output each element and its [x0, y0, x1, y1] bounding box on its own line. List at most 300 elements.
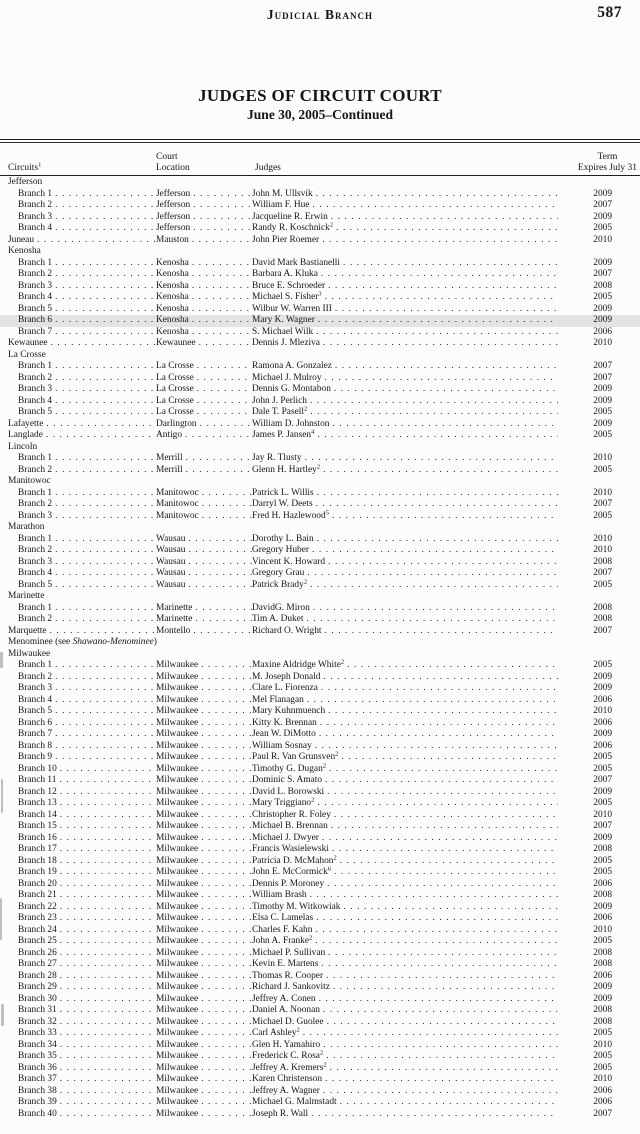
table-row — [0, 660, 640, 672]
term-cell: 2009 — [593, 832, 612, 843]
location-cell: Wausau ..... — [156, 534, 252, 546]
location-cell: Milwaukee ..... — [156, 752, 252, 764]
location-cell: Merrill ..... — [156, 465, 252, 477]
dot-leader — [327, 879, 558, 891]
term-cell: 2008 — [593, 602, 612, 613]
judge-cell: William Brash ..... — [252, 890, 560, 902]
table-row — [0, 591, 640, 603]
note-cell: Menominee (see Shawano-Menominee) — [8, 637, 157, 647]
table-row — [0, 476, 640, 488]
table-row — [0, 568, 640, 580]
scan-artifact — [1, 1004, 4, 1026]
table-row — [0, 200, 640, 212]
dot-leader — [201, 1040, 252, 1052]
location-cell: Kenosha ..... — [156, 258, 252, 270]
table-row — [0, 925, 640, 937]
judge-cell: Patricia D. McMahon$^2$ ..... — [252, 856, 560, 868]
location-cell: Wausau ..... — [156, 557, 252, 569]
dot-leader — [318, 315, 558, 327]
judge-cell: Michael B. Brennan ..... — [252, 821, 560, 833]
dot-leader — [310, 396, 558, 408]
circuit-cell: Branch 36 ..... — [8, 1063, 156, 1075]
dot-leader — [323, 1005, 558, 1017]
dot-leader — [323, 1040, 558, 1052]
dot-leader — [60, 879, 156, 891]
dot-leader — [60, 867, 156, 879]
judge-cell: Dale T. Pasell$^2$ ..... — [252, 407, 560, 419]
location-cell: La Crosse ..... — [156, 384, 252, 396]
circuit-cell: Marathon — [8, 522, 45, 532]
term-cell: 2006 — [593, 694, 612, 705]
location-cell: Milwaukee ..... — [156, 856, 252, 868]
term-cell: 2006 — [593, 878, 612, 889]
term-cell: 2010 — [593, 338, 612, 348]
location-cell: Milwaukee ..... — [156, 683, 252, 695]
circuit-cell: Lafayette ..... — [8, 419, 156, 431]
location-cell: Milwaukee ..... — [156, 1097, 252, 1109]
circuit-cell: Branch 38 ..... — [8, 1086, 156, 1098]
dot-leader — [333, 982, 558, 994]
dot-leader — [55, 568, 156, 580]
term-cell: 2010 — [593, 1039, 612, 1050]
location-cell: Manitowoc ..... — [156, 488, 252, 500]
dot-leader — [319, 994, 558, 1006]
table-row — [0, 867, 640, 879]
circuit-cell: Branch 5 ..... — [8, 706, 156, 718]
term-cell: 2009 — [593, 418, 612, 429]
location-cell: Milwaukee ..... — [156, 660, 252, 672]
header-judges: Judges — [255, 163, 281, 173]
dot-leader — [325, 775, 558, 787]
term-cell: 2010 — [593, 453, 612, 463]
term-cell: 2008 — [593, 614, 612, 624]
location-cell: Milwaukee ..... — [156, 936, 252, 948]
circuit-cell: Branch 3 ..... — [8, 683, 156, 695]
dot-leader — [328, 706, 558, 718]
table-header — [0, 139, 640, 176]
judge-cell: Michael J. Mulroy ..... — [252, 373, 560, 385]
table-row — [0, 1086, 640, 1098]
circuit-cell: Juneau ..... — [8, 235, 156, 247]
term-cell: 2006 — [593, 913, 612, 923]
dot-leader — [60, 1017, 156, 1029]
dot-leader — [332, 844, 558, 856]
judge-cell: Maxine Aldridge White$^2$ ..... — [252, 660, 560, 672]
circuit-cell: Branch 23 ..... — [8, 913, 156, 925]
table-title: JUDGES OF CIRCUIT COURT — [198, 86, 442, 105]
location-cell: Montello ..... — [156, 626, 252, 638]
table-row — [0, 764, 640, 776]
scan-artifact — [0, 652, 3, 668]
term-cell: 2008 — [593, 844, 612, 854]
table-row — [0, 511, 640, 523]
dot-leader — [188, 580, 252, 592]
table-row — [0, 522, 640, 534]
term-cell: 2005 — [593, 464, 612, 475]
judge-cell: Francis Wasielewski ..... — [252, 844, 560, 856]
judge-cell: Jacqueline R. Erwin ..... — [252, 212, 560, 224]
table-row — [0, 626, 640, 638]
dot-leader — [60, 902, 156, 914]
location-cell: Jefferson ..... — [156, 212, 252, 224]
dot-leader — [60, 948, 156, 960]
location-cell: Milwaukee ..... — [156, 844, 252, 856]
dot-leader — [55, 511, 156, 523]
term-cell: 2010 — [593, 706, 612, 716]
dot-leader — [201, 856, 252, 868]
circuit-cell: Branch 29 ..... — [8, 982, 156, 994]
location-cell: Jefferson ..... — [156, 223, 252, 235]
header-term: Term Expires July 31 — [577, 152, 637, 173]
circuit-cell: Branch 1 ..... — [8, 189, 156, 201]
dot-leader — [201, 890, 252, 902]
term-cell: 2006 — [593, 1085, 612, 1096]
circuit-cell: Branch 4 ..... — [8, 396, 156, 408]
dot-leader — [343, 258, 558, 270]
judge-cell: Fred H. Hazlewood$^5$ ..... — [252, 511, 560, 523]
term-cell: 2009 — [593, 982, 612, 992]
term-cell: 2008 — [593, 1005, 612, 1015]
table-row — [0, 683, 640, 695]
judge-cell: Mary Kuhnmuench ..... — [252, 706, 560, 718]
dot-leader — [55, 614, 156, 626]
dot-leader — [341, 752, 558, 764]
judge-cell: Darryl W. Deets ..... — [252, 499, 560, 511]
footnote-marker: 2 — [303, 405, 308, 413]
term-cell: 2005 — [593, 867, 612, 877]
location-cell: Milwaukee ..... — [156, 971, 252, 983]
dot-leader — [201, 1051, 252, 1063]
judge-cell: Carl Ashley$^2$ ..... — [252, 1028, 560, 1040]
circuit-cell: Branch 3 ..... — [8, 511, 156, 523]
circuit-cell: Branch 3 ..... — [8, 212, 156, 224]
judge-cell: Frederick C. Rosa$^2$ ..... — [252, 1051, 560, 1063]
judge-cell: Thomas R. Cooper ..... — [252, 971, 560, 983]
footnote-marker: 2 — [311, 796, 315, 804]
page-number: 587 — [597, 4, 622, 21]
judge-cell: William F. Hue ..... — [252, 200, 560, 212]
dot-leader — [335, 304, 558, 316]
table-row — [0, 223, 640, 235]
judge-cell: Charles F. Kahn ..... — [252, 925, 560, 937]
term-cell: 2007 — [593, 499, 612, 509]
dot-leader — [55, 200, 156, 212]
dot-leader — [307, 695, 558, 707]
table-row — [0, 557, 640, 569]
dot-leader — [195, 603, 252, 615]
table-row — [0, 580, 640, 592]
circuit-cell: Kewaunee ..... — [8, 338, 156, 350]
dot-leader — [188, 568, 252, 580]
judge-cell: Jeffrey A. Conen ..... — [252, 994, 560, 1006]
dot-leader — [46, 419, 156, 431]
dot-leader — [201, 982, 252, 994]
term-cell: 2009 — [593, 901, 612, 912]
dot-leader — [55, 315, 156, 327]
judge-cell: Gregory Huber ..... — [252, 545, 560, 557]
dot-leader — [55, 361, 156, 373]
dot-leader — [326, 971, 558, 983]
location-cell: Milwaukee ..... — [156, 833, 252, 845]
dot-leader — [332, 511, 558, 523]
table-row — [0, 890, 640, 902]
table-row — [0, 936, 640, 948]
dot-leader — [201, 798, 252, 810]
dot-leader — [60, 1074, 156, 1086]
term-cell: 2010 — [593, 545, 612, 555]
term-cell: 2009 — [593, 993, 612, 1004]
table-row-highlighted — [0, 315, 640, 327]
dot-leader — [55, 396, 156, 408]
circuit-cell: Branch 1 ..... — [8, 534, 156, 546]
term-cell: 2010 — [593, 234, 612, 245]
table-row — [0, 534, 640, 546]
table-row — [0, 752, 640, 764]
dot-leader — [55, 741, 156, 753]
dot-leader — [315, 741, 558, 753]
dot-leader — [201, 936, 252, 948]
term-cell: 2008 — [593, 1016, 612, 1027]
dot-leader — [201, 994, 252, 1006]
dot-leader — [311, 1109, 558, 1121]
location-cell: Milwaukee ..... — [156, 1051, 252, 1063]
judge-cell: David L. Borowski ..... — [252, 787, 560, 799]
location-cell: Milwaukee ..... — [156, 994, 252, 1006]
dot-leader — [188, 557, 252, 569]
judge-cell: Dominic S. Amato ..... — [252, 775, 560, 787]
dot-leader — [202, 499, 252, 511]
table-row — [0, 465, 640, 477]
term-cell: 2008 — [593, 947, 612, 958]
dot-leader — [333, 419, 559, 431]
dot-leader — [55, 534, 156, 546]
table-row — [0, 384, 640, 396]
dot-leader — [197, 396, 252, 408]
dot-leader — [319, 729, 558, 741]
dot-leader — [328, 281, 558, 293]
circuit-cell: Branch 37 ..... — [8, 1074, 156, 1086]
location-cell: Milwaukee ..... — [156, 902, 252, 914]
location-cell: Wausau ..... — [156, 568, 252, 580]
judge-cell: S. Michael Wilk ..... — [252, 327, 560, 339]
circuit-cell: Branch 4 ..... — [8, 695, 156, 707]
dot-leader — [201, 660, 252, 672]
judge-cell: Glenn H. Hartley$^2$ ..... — [252, 465, 560, 477]
term-cell: 2005 — [593, 763, 612, 774]
dot-leader — [323, 338, 558, 350]
dot-leader — [60, 810, 156, 822]
dot-leader — [55, 407, 156, 419]
judge-cell: Randy R. Koschnick$^2$ ..... — [252, 223, 560, 235]
location-cell: Mauston ..... — [156, 235, 252, 247]
dot-leader — [192, 292, 252, 304]
dot-leader — [60, 1109, 156, 1121]
footnote-marker: 3 — [318, 290, 322, 298]
dot-leader — [186, 453, 252, 465]
dot-leader — [46, 430, 156, 442]
table-row — [0, 729, 640, 741]
term-cell: 2009 — [593, 671, 612, 682]
circuit-cell: Branch 30 ..... — [8, 994, 156, 1006]
judge-cell: John M. Ullsvik ..... — [252, 189, 560, 201]
dot-leader — [60, 1086, 156, 1098]
circuit-cell: Branch 7 ..... — [8, 729, 156, 741]
dot-leader — [331, 821, 558, 833]
judge-cell: Christopher R. Foley ..... — [252, 810, 560, 822]
dot-leader — [50, 626, 156, 638]
footnote-marker: 2 — [335, 750, 339, 758]
dot-leader — [193, 189, 252, 201]
circuit-cell: Branch 2 ..... — [8, 200, 156, 212]
dot-leader — [55, 373, 156, 385]
location-cell: Kenosha ..... — [156, 292, 252, 304]
location-cell: La Crosse ..... — [156, 407, 252, 419]
dot-leader — [317, 430, 558, 442]
dot-leader — [188, 534, 252, 546]
term-cell: 2010 — [593, 533, 612, 544]
circuit-cell: Branch 2 ..... — [8, 373, 156, 385]
circuit-cell: Branch 1 ..... — [8, 453, 156, 465]
dot-leader — [317, 488, 558, 500]
dot-leader — [55, 752, 156, 764]
term-cell: 2009 — [593, 211, 612, 222]
circuit-cell: Branch 26 ..... — [8, 948, 156, 960]
dot-leader — [202, 488, 252, 500]
scan-artifact — [1, 779, 3, 813]
circuit-cell: Branch 4 ..... — [8, 223, 156, 235]
circuit-cell: Branch 28 ..... — [8, 971, 156, 983]
judge-cell: Joseph R. Wall ..... — [252, 1109, 560, 1121]
dot-leader — [327, 1017, 558, 1029]
dot-leader — [55, 189, 156, 201]
location-cell: Milwaukee ..... — [156, 798, 252, 810]
location-cell: La Crosse ..... — [156, 396, 252, 408]
location-cell: Jefferson ..... — [156, 200, 252, 212]
circuit-cell: Branch 5 ..... — [8, 407, 156, 419]
location-cell: Kenosha ..... — [156, 304, 252, 316]
dot-leader — [60, 913, 156, 925]
footnote-marker: 1 — [38, 161, 42, 169]
dot-leader — [199, 338, 252, 350]
dot-leader — [201, 844, 252, 856]
judge-cell: Kitty K. Brennan ..... — [252, 718, 560, 730]
circuit-cell: Branch 33 ..... — [8, 1028, 156, 1040]
table-row — [0, 1051, 640, 1063]
table-row — [0, 396, 640, 408]
dot-leader — [60, 971, 156, 983]
term-cell: 2005 — [593, 855, 612, 866]
term-cell: 2010 — [593, 487, 612, 498]
table-row — [0, 1097, 640, 1109]
circuit-cell: Branch 8 ..... — [8, 741, 156, 753]
table-row — [0, 672, 640, 684]
dot-leader — [310, 580, 558, 592]
circuit-cell: Branch 16 ..... — [8, 833, 156, 845]
circuit-cell: Branch 2 ..... — [8, 672, 156, 684]
header-circuits: Circuits$^1$ — [8, 161, 42, 173]
location-cell: Milwaukee ..... — [156, 1017, 252, 1029]
judge-cell: Mary Triggiano$^2$ ..... — [252, 798, 560, 810]
dot-leader — [55, 557, 156, 569]
table-row — [0, 1028, 640, 1040]
table-row — [0, 603, 640, 615]
dot-leader — [60, 890, 156, 902]
judge-cell: Wilbur W. Warren III ..... — [252, 304, 560, 316]
dot-leader — [60, 982, 156, 994]
header-court-location: Court Location — [156, 152, 190, 173]
dot-leader — [55, 545, 156, 557]
circuit-cell: Branch 27 ..... — [8, 959, 156, 971]
term-cell: 2009 — [593, 729, 612, 739]
circuit-cell: Branch 12 ..... — [8, 787, 156, 799]
footnote-marker: 2 — [323, 1061, 327, 1068]
term-cell: 2008 — [593, 280, 612, 291]
dot-leader — [60, 787, 156, 799]
dot-leader — [316, 913, 558, 925]
dot-leader — [60, 856, 156, 868]
circuit-cell: Branch 40 ..... — [8, 1109, 156, 1121]
location-cell: Marinette ..... — [156, 603, 252, 615]
dot-leader — [317, 798, 558, 810]
location-cell: Kenosha ..... — [156, 281, 252, 293]
table-row — [0, 430, 640, 442]
table-row — [0, 706, 640, 718]
location-cell: Milwaukee ..... — [156, 1109, 252, 1121]
dot-leader — [60, 1063, 156, 1075]
circuit-cell: Branch 22 ..... — [8, 902, 156, 914]
circuit-cell: Branch 4 ..... — [8, 292, 156, 304]
location-cell: Milwaukee ..... — [156, 913, 252, 925]
term-cell: 2009 — [593, 257, 612, 268]
dot-leader — [55, 269, 156, 281]
circuit-cell: Branch 3 ..... — [8, 384, 156, 396]
table-row — [0, 1017, 640, 1029]
table-row — [0, 810, 640, 822]
dot-leader — [321, 683, 558, 695]
location-cell: Milwaukee ..... — [156, 1086, 252, 1098]
term-cell: 2006 — [593, 717, 612, 728]
table-row — [0, 1074, 640, 1086]
table-row — [0, 637, 640, 649]
dot-leader — [201, 1074, 252, 1086]
circuit-cell: Branch 18 ..... — [8, 856, 156, 868]
circuit-cell: Lincoln — [8, 441, 38, 452]
dot-leader — [192, 281, 252, 293]
circuit-cell: Branch 2 ..... — [8, 614, 156, 626]
dot-leader — [201, 1109, 252, 1121]
dot-leader — [321, 959, 558, 971]
table-row — [0, 649, 640, 661]
dot-leader — [320, 718, 558, 730]
dot-leader — [200, 419, 252, 431]
judge-cell: Karen Christenson ..... — [252, 1074, 560, 1086]
dot-leader — [335, 361, 558, 373]
location-cell: Manitowoc ..... — [156, 511, 252, 523]
dot-leader — [193, 223, 252, 235]
table-row — [0, 948, 640, 960]
footnote-marker: 2 — [329, 221, 334, 229]
circuit-cell: Branch 21 ..... — [8, 890, 156, 902]
table-row — [0, 545, 640, 557]
circuit-cell: Branch 2 ..... — [8, 465, 156, 477]
table-row — [0, 327, 640, 339]
circuit-cell: Jefferson — [8, 177, 43, 187]
dot-leader — [325, 1074, 558, 1086]
dot-leader — [51, 338, 156, 350]
location-cell: Milwaukee ..... — [156, 741, 252, 753]
dot-leader — [55, 281, 156, 293]
location-cell: Milwaukee ..... — [156, 982, 252, 994]
